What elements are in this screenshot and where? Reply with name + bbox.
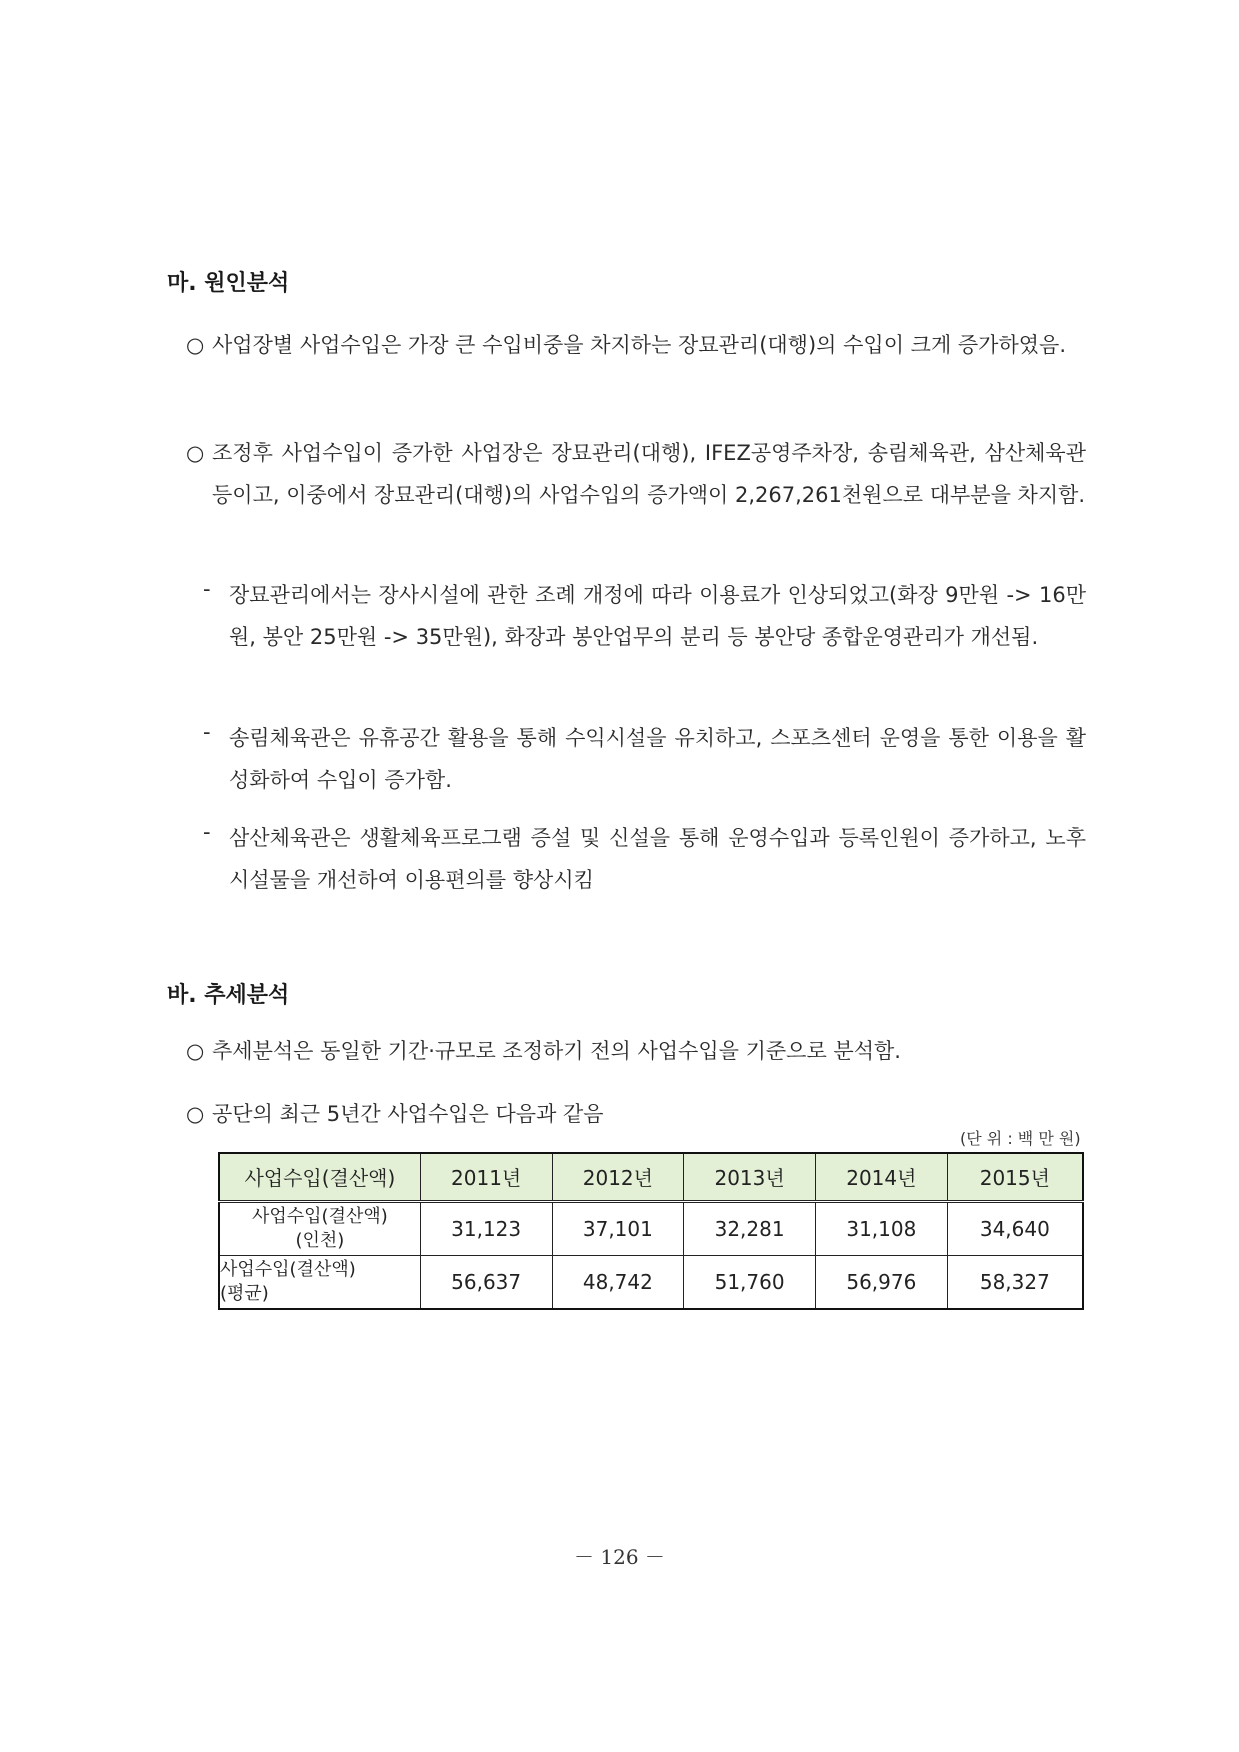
dash-bullet: - [203, 720, 211, 744]
column-header: 2011년 [420, 1153, 552, 1201]
circle-bullet: ○ [186, 441, 205, 465]
table-cell: 32,281 [684, 1201, 816, 1255]
column-header: 2013년 [684, 1153, 816, 1201]
paragraph-text: 조정후 사업수입이 증가한 사업장은 장묘관리(대행), IFEZ공영주차장, 송림체육관, 삼산체육관 등이고, 이중에서 장묘관리(대행)의 사업수입의 증가액이 2,267,261천원으로 대부분을 차지함. [212, 441, 1086, 507]
table-cell: 51,760 [684, 1255, 816, 1309]
page-number: － 126 － [574, 1545, 665, 1569]
dash-bullet: - [203, 820, 211, 844]
paragraph-cause-1 [186, 324, 1086, 366]
subitem-text: 장묘관리에서는 장사시설에 관한 조례 개정에 따라 이용료가 인상되었고(화장 9만원 -> 16만원, 봉안 25만원 -> 35만원), 화장과 봉안업무의 분리 등 봉안당 종합운영관리가 개선됨. [229, 583, 1086, 649]
subitem-songnim-gym [203, 717, 1086, 801]
table-row [219, 1201, 1083, 1255]
row-label-line: (인천) [295, 1229, 345, 1251]
row-label-line: 사업수입(결산액) [220, 1258, 356, 1280]
table-row [219, 1255, 1083, 1309]
paragraph-trend-2 [186, 1093, 1086, 1135]
subitem-funeral-management [203, 574, 1086, 658]
column-header: 2012년 [552, 1153, 684, 1201]
row-label-line: 사업수입(결산액) [252, 1205, 388, 1227]
section-heading-cause-analysis: 마. 원인분석 [167, 271, 290, 296]
table-cell: 48,742 [552, 1255, 684, 1309]
row-label [219, 1201, 420, 1255]
table-cell: 56,976 [815, 1255, 947, 1309]
column-header: 2014년 [815, 1153, 947, 1201]
paragraph-text: 공단의 최근 5년간 사업수입은 다음과 같음 [212, 1102, 604, 1126]
circle-bullet: ○ [186, 1102, 205, 1126]
table-cell: 37,101 [552, 1201, 684, 1255]
circle-bullet: ○ [186, 1039, 205, 1063]
table-cell: 31,123 [420, 1201, 552, 1255]
table-cell: 34,640 [947, 1201, 1083, 1255]
table-cell: 31,108 [815, 1201, 947, 1255]
paragraph-trend-1 [186, 1030, 1086, 1072]
revenue-table [218, 1152, 1084, 1310]
table-cell: 56,637 [420, 1255, 552, 1309]
paragraph-text: 추세분석은 동일한 기간·규모로 조정하기 전의 사업수입을 기준으로 분석함. [212, 1039, 901, 1063]
circle-bullet: ○ [186, 333, 205, 357]
dash-bullet: - [203, 577, 211, 601]
column-header: 2015년 [947, 1153, 1083, 1201]
table-unit-note: (단 위 : 백 만 원) [960, 1129, 1081, 1148]
row-label-line: (평균) [220, 1282, 269, 1304]
subitem-text: 송림체육관은 유휴공간 활용을 통해 수익시설을 유치하고, 스포츠센터 운영을 통한 이용을 활성화하여 수입이 증가함. [229, 726, 1086, 792]
table-cell: 58,327 [947, 1255, 1083, 1309]
paragraph-text: 사업장별 사업수입은 가장 큰 수입비중을 차지하는 장묘관리(대행)의 수입이 크게 증가하였음. [212, 333, 1067, 357]
row-label [219, 1255, 420, 1309]
column-header: 사업수입(결산액) [219, 1153, 420, 1201]
paragraph-cause-2 [186, 432, 1086, 516]
section-heading-trend-analysis: 바. 추세분석 [167, 983, 290, 1008]
table-header-row [219, 1153, 1083, 1201]
subitem-samsan-gym [203, 817, 1086, 901]
subitem-text: 삼산체육관은 생활체육프로그램 증설 및 신설을 통해 운영수입과 등록인원이 증가하고, 노후시설물을 개선하여 이용편의를 향상시킴 [229, 826, 1086, 892]
